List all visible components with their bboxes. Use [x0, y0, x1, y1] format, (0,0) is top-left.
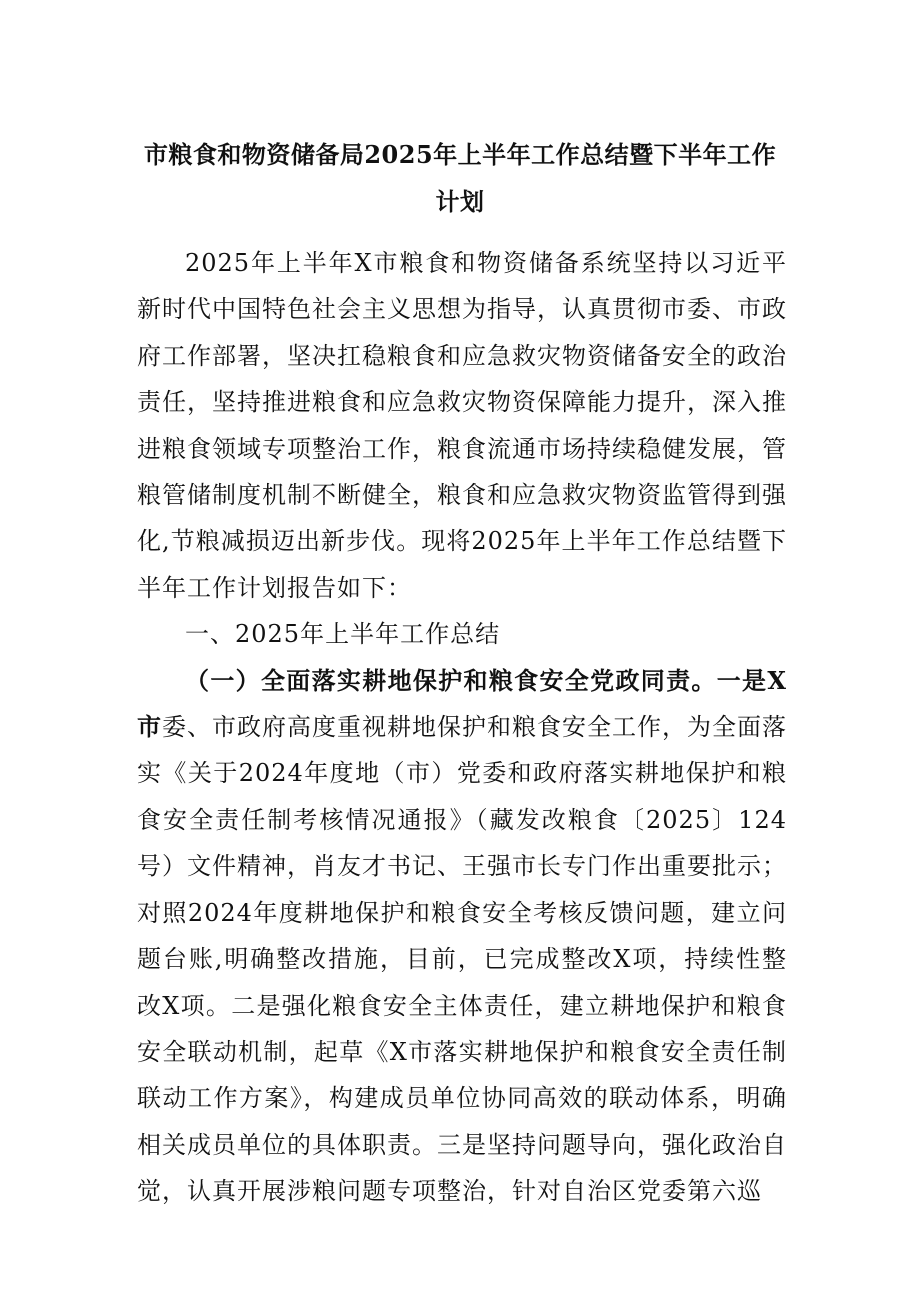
document-title-line2: 计划: [435, 187, 485, 216]
section-heading: 一、2025年上半年工作总结: [185, 620, 501, 649]
subsection-body: 委、市政府高度重视耕地保护和粮食安全工作，为全面落实《关于2024年度地（市）党委和政府落实耕地保护和粮食安全责任制考核情况通报》（藏发改粮食〔2025〕124号）文件精神，肖友才书记、王强市长专门作出重要批示；对照2024年度耕地保护和粮食安全考核反馈问题，建立问题台账,明确整改措施，目前，已完成整改X项，持续性整改X项。二是强化粮食安全主体责任，建立耕地保护和粮食安全联动机制，起草《X市落实耕地保护和粮食安全责任制联动工作方案》，构建成员单位协同高效的联动体系，明确相关成员单位的具体职责。三是坚持问题导向，强化政治自觉，认真开展涉粮问题专项整治，针对自治区党委第六巡: [137, 713, 787, 1206]
intro-paragraph: 2025年上半年X市粮食和物资储备系统坚持以习近平新时代中国特色社会主义思想为指导，认真贯彻市委、市政府工作部署，坚决扛稳粮食和应急救灾物资储备安全的政治责任，坚持推进粮食和应急救灾物资保障能力提升，深入推进粮食领域专项整治工作，粮食流通市场持续稳健发展，管粮管储制度机制不断健全，粮食和应急救灾物资监管得到强化,节粮减损迈出新步伐。现将2025年上半年工作总结暨下半年工作计划报告如下：: [137, 249, 787, 602]
document-body: [137, 240, 787, 1215]
subsection-heading: （一）全面落实耕地保护和粮食安全党政同责。: [185, 665, 717, 695]
subsection-paragraph: [137, 658, 787, 1215]
document-title-line1: 市粮食和物资储备局2025年上半年工作总结暨下半年工作: [143, 140, 777, 169]
subsection-lead: 一是X市: [137, 665, 787, 742]
